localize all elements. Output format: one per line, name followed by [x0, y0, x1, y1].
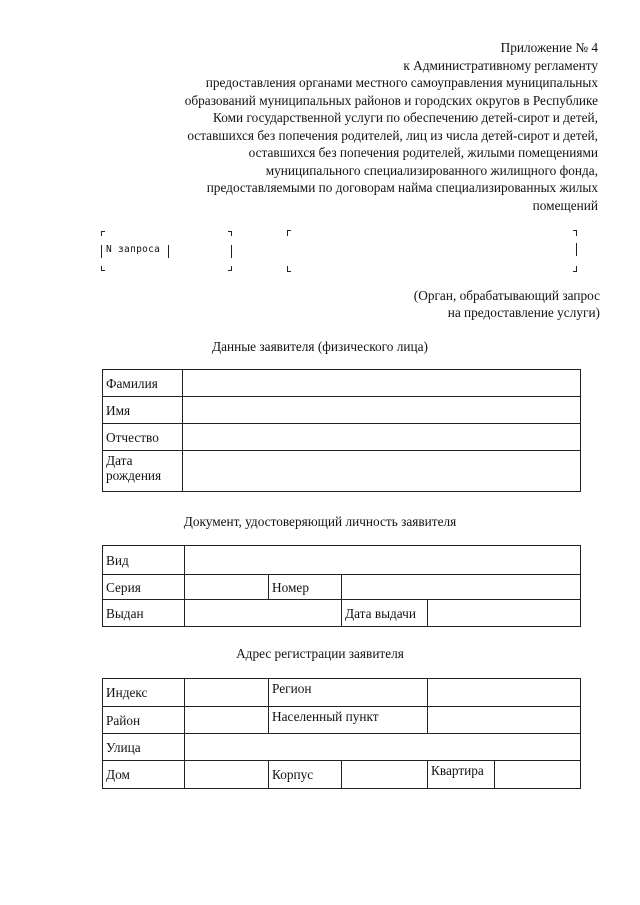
identity-doc-table [102, 545, 581, 627]
patronymic-label: Отчество [103, 424, 183, 451]
doc-series-label: Серия [103, 575, 185, 600]
apartment-field[interactable] [495, 761, 581, 789]
header-line: оставшихся без попечения родителей, жилыми помещениями [248, 145, 598, 160]
index-field[interactable] [185, 679, 269, 707]
house-label: Дом [103, 761, 185, 789]
corner-mark [228, 231, 232, 232]
table-row [103, 451, 581, 492]
doc-number-field[interactable] [342, 575, 581, 600]
doc-issue-date-label: Дата выдачи [342, 600, 428, 627]
district-field[interactable] [185, 707, 269, 734]
doc-type-field[interactable] [185, 546, 581, 575]
apartment-label: Квартира [428, 761, 495, 789]
side-mark [231, 245, 232, 258]
address-table [102, 678, 581, 789]
doc-type-label: Вид [103, 546, 185, 575]
request-number-label: N запроса [106, 244, 161, 255]
surname-field[interactable] [183, 370, 581, 397]
house-field[interactable] [185, 761, 269, 789]
identity-doc-section-title: Документ, удостоверяющий личность заявителя [183, 514, 457, 529]
header-line: предоставления органами местного самоуправления муниципальных [205, 75, 598, 90]
doc-series-field[interactable] [185, 575, 269, 600]
street-field[interactable] [185, 734, 581, 761]
table-row [103, 546, 581, 575]
corner-mark [287, 230, 291, 231]
corner-mark [101, 270, 105, 271]
corner-mark [228, 270, 232, 271]
table-row [103, 397, 581, 424]
surname-label: Фамилия [103, 370, 183, 397]
header-line: помещений [532, 197, 598, 213]
organ-caption-line: (Орган, обрабатывающий запрос [413, 288, 600, 303]
building-field[interactable] [342, 761, 428, 789]
header-line: предоставляемыми по договорам найма специализированных жилых [206, 180, 598, 195]
district-label: Район [103, 707, 185, 734]
locality-field[interactable] [428, 707, 581, 734]
street-label: Улица [103, 734, 185, 761]
side-mark [576, 243, 577, 256]
header-line: к Административному регламенту [403, 57, 598, 73]
birth-date-label: Дата рождения [103, 451, 183, 492]
request-number-label-box [101, 245, 169, 258]
corner-mark [573, 230, 577, 231]
request-number-box[interactable] [101, 231, 232, 271]
patronymic-field[interactable] [183, 424, 581, 451]
table-row [103, 679, 581, 707]
doc-number-label: Номер [269, 575, 342, 600]
name-label: Имя [103, 397, 183, 424]
organ-caption-line: на предоставление услуги) [447, 305, 600, 320]
header-line: образований муниципальных районов и городских округов в Республике [184, 92, 598, 108]
index-label: Индекс [103, 679, 185, 707]
corner-mark [573, 271, 577, 272]
corner-mark [101, 231, 105, 232]
applicant-table [102, 369, 581, 492]
header-line: оставшихся без попечения родителей, лиц из числа детей-сирот и детей, [187, 127, 598, 143]
appendix-header [98, 39, 598, 214]
name-field[interactable] [183, 397, 581, 424]
address-section-title: Адрес регистрации заявителя [236, 646, 404, 661]
table-row [103, 370, 581, 397]
organ-box[interactable] [287, 230, 577, 272]
header-line: муниципального специализированного жилищного фонда, [265, 162, 598, 178]
table-row [103, 734, 581, 761]
table-row [103, 575, 581, 600]
locality-label: Населенный пункт [269, 707, 428, 734]
header-line: Приложение № 4 [500, 40, 598, 55]
birth-date-field[interactable] [183, 451, 581, 492]
table-row [103, 707, 581, 734]
organ-caption [414, 287, 600, 321]
table-row [103, 761, 581, 789]
corner-mark [287, 271, 291, 272]
table-row [103, 424, 581, 451]
doc-issue-date-field[interactable] [428, 600, 581, 627]
applicant-section-title: Данные заявителя (физического лица) [212, 339, 428, 354]
doc-issued-by-label: Выдан [103, 600, 185, 627]
table-row [103, 600, 581, 627]
building-label: Корпус [269, 761, 342, 789]
region-label: Регион [269, 679, 428, 707]
doc-issued-by-field[interactable] [185, 600, 342, 627]
region-field[interactable] [428, 679, 581, 707]
header-line: Коми государственной услуги по обеспечению детей-сирот и детей, [213, 110, 598, 125]
